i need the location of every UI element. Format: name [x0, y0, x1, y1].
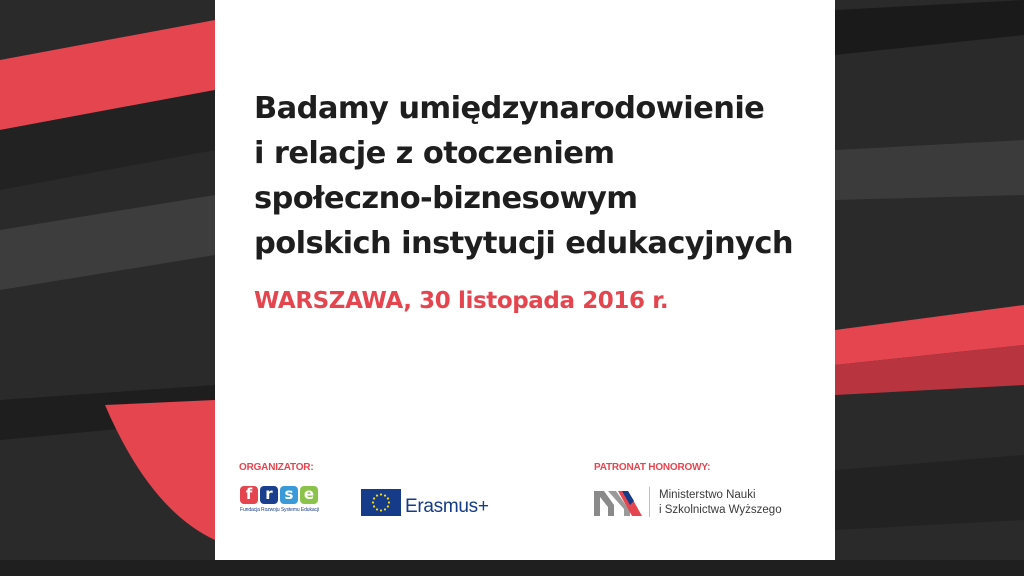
eu-star	[380, 493, 382, 495]
frse-letters	[240, 486, 324, 504]
eu-star	[373, 505, 375, 507]
ministry-divider	[649, 487, 650, 517]
frse-letter-e: e	[300, 486, 318, 504]
eu-star	[387, 497, 389, 499]
frse-subtitle: Fundacja Rozwoju Systemu Edukacji	[240, 507, 319, 513]
frse-letter-r: r	[260, 486, 278, 504]
ministry-name-line-2: i Szkolnictwa Wyższego	[659, 504, 782, 516]
organizer-label: ORGANIZATOR:	[239, 462, 314, 473]
headline	[254, 86, 814, 266]
erasmus-plus-logo: Erasmus+	[405, 496, 489, 517]
eu-star	[372, 501, 374, 503]
eu-star	[387, 505, 389, 507]
eu-star	[380, 509, 382, 511]
frse-logo	[240, 486, 324, 516]
frse-letter-s: s	[280, 486, 298, 504]
headline-line-3: społeczno-biznesowym	[254, 181, 638, 216]
ministry-name	[659, 488, 782, 518]
patron-label: PATRONAT HONOROWY:	[594, 462, 711, 473]
eu-star	[384, 508, 386, 510]
eu-star	[384, 494, 386, 496]
content-card	[215, 0, 835, 560]
eu-star	[388, 501, 390, 503]
event-date-location: WARSZAWA, 30 listopada 2016 r.	[254, 288, 669, 314]
headline-line-1: Badamy umiędzynarodowienie	[254, 91, 765, 126]
headline-line-2: i relacje z otoczeniem	[254, 136, 615, 171]
headline-line-4: polskich instytucji edukacyjnych	[254, 226, 793, 261]
eu-star	[373, 497, 375, 499]
eu-star	[376, 508, 378, 510]
ministry-logo-icon	[594, 489, 642, 516]
frse-letter-f: f	[240, 486, 258, 504]
ministry-name-line-1: Ministerstwo Nauki	[659, 489, 756, 501]
eu-star	[376, 494, 378, 496]
eu-flag-icon	[361, 489, 401, 516]
